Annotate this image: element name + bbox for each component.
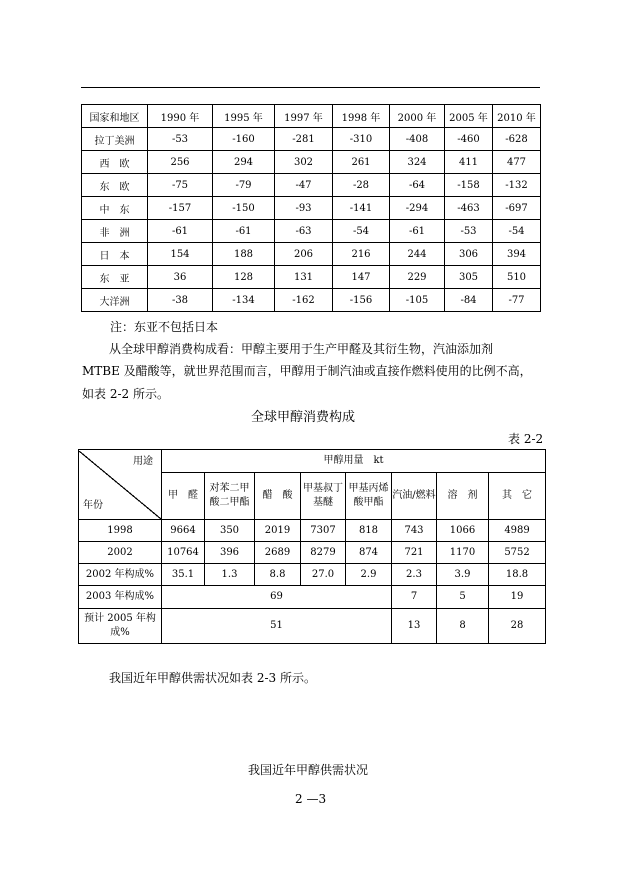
- row-label: 预计 2005 年构成%: [79, 609, 162, 644]
- value-cell: 131: [275, 266, 333, 289]
- value-cell: -134: [213, 289, 275, 312]
- table-row: [82, 174, 541, 197]
- value-cell: -105: [390, 289, 445, 312]
- value-cell: 306: [445, 243, 493, 266]
- value-cell: -54: [493, 220, 541, 243]
- value-cell: 2.9: [346, 564, 392, 586]
- value-cell: 818: [346, 520, 392, 542]
- value-cell: 18.8: [489, 564, 546, 586]
- value-cell: 27.0: [301, 564, 346, 586]
- region-cell: 大洋洲: [82, 289, 148, 312]
- value-cell: 394: [493, 243, 541, 266]
- corner-header: [79, 450, 162, 520]
- value-cell: -150: [213, 197, 275, 220]
- column-header: 溶 剂: [437, 473, 489, 520]
- column-header: 国家和地区: [82, 105, 148, 128]
- value-cell: 2019: [255, 520, 301, 542]
- value-cell: 36: [148, 266, 213, 289]
- value-cell: 256: [148, 151, 213, 174]
- value-cell: 154: [148, 243, 213, 266]
- value-cell: 411: [445, 151, 493, 174]
- paragraph-line: 如表 2-2 所示。: [82, 387, 169, 401]
- value-cell: -84: [445, 289, 493, 312]
- column-header: 1997 年: [275, 105, 333, 128]
- row-label: 2002: [79, 542, 162, 564]
- value-cell: 216: [333, 243, 390, 266]
- table-caption: 全球甲醇消费构成: [251, 410, 356, 425]
- value-cell: -61: [390, 220, 445, 243]
- value-cell: 2.3: [392, 564, 437, 586]
- value-cell: 324: [390, 151, 445, 174]
- value-cell: -75: [148, 174, 213, 197]
- paragraph-line: 从全球甲醇消费构成看：甲醇主要用于生产甲醛及其衍生物，汽油添加剂: [109, 342, 494, 356]
- column-header: 2000 年: [390, 105, 445, 128]
- value-cell: 294: [213, 151, 275, 174]
- column-header: 1998 年: [333, 105, 390, 128]
- value-cell: 147: [333, 266, 390, 289]
- value-cell: 229: [390, 266, 445, 289]
- column-header: 甲基丙烯酸甲酯: [346, 473, 392, 520]
- value-cell: 721: [392, 542, 437, 564]
- value-cell: -61: [148, 220, 213, 243]
- region-cell: 中 东: [82, 197, 148, 220]
- value-cell: -28: [333, 174, 390, 197]
- value-cell: 10764: [162, 542, 205, 564]
- region-cell: 西 欧: [82, 151, 148, 174]
- value-cell: 396: [205, 542, 255, 564]
- header-rule: [81, 87, 540, 88]
- table-header-row: [79, 450, 546, 473]
- value-cell: 3.9: [437, 564, 489, 586]
- value-cell: 261: [333, 151, 390, 174]
- value-cell: 4989: [489, 520, 546, 542]
- value-cell: -310: [333, 128, 390, 151]
- value-cell: 302: [275, 151, 333, 174]
- row-label: 2003 年构成%: [79, 586, 162, 609]
- value-cell: 350: [205, 520, 255, 542]
- methanol-trade-table: [81, 104, 541, 312]
- region-cell: 东 亚: [82, 266, 148, 289]
- table-row: [82, 266, 541, 289]
- column-header: 汽油/燃料: [392, 473, 437, 520]
- value-cell: -157: [148, 197, 213, 220]
- page-number: 2 —3: [295, 792, 327, 806]
- value-cell: -38: [148, 289, 213, 312]
- value-cell: 8279: [301, 542, 346, 564]
- value-cell: 206: [275, 243, 333, 266]
- value-cell: 5: [437, 586, 489, 609]
- value-cell: -63: [275, 220, 333, 243]
- table-row: [82, 197, 541, 220]
- value-cell: -64: [390, 174, 445, 197]
- table-row: [79, 564, 546, 586]
- region-cell: 拉丁美洲: [82, 128, 148, 151]
- value-cell: 8: [437, 609, 489, 644]
- table-number: 表 2-2: [508, 432, 544, 446]
- column-header: 甲 醛: [162, 473, 205, 520]
- value-cell: -61: [213, 220, 275, 243]
- methanol-consumption-table: [78, 449, 546, 644]
- value-cell: 244: [390, 243, 445, 266]
- value-cell: 5752: [489, 542, 546, 564]
- paragraph-line: 我国近年甲醇供需状况如表 2-3 所示。: [109, 671, 316, 685]
- table-row: [79, 542, 546, 564]
- value-cell: -697: [493, 197, 541, 220]
- column-header: 1990 年: [148, 105, 213, 128]
- value-cell: -53: [148, 128, 213, 151]
- value-cell: -156: [333, 289, 390, 312]
- value-cell: 1.3: [205, 564, 255, 586]
- row-label: 2002 年构成%: [79, 564, 162, 586]
- value-cell: -408: [390, 128, 445, 151]
- value-cell: 7: [392, 586, 437, 609]
- table-header-row: [82, 105, 541, 128]
- table-row: [82, 243, 541, 266]
- value-cell: -93: [275, 197, 333, 220]
- table-row: [82, 128, 541, 151]
- value-cell: 9664: [162, 520, 205, 542]
- region-cell: 非 洲: [82, 220, 148, 243]
- table-row: [82, 151, 541, 174]
- table-caption: 我国近年甲醇供需状况: [248, 763, 369, 777]
- value-cell: 1170: [437, 542, 489, 564]
- value-cell: 874: [346, 542, 392, 564]
- value-cell: 2689: [255, 542, 301, 564]
- value-cell: -77: [493, 289, 541, 312]
- value-cell: -463: [445, 197, 493, 220]
- column-header: 对苯二甲酸二甲酯: [205, 473, 255, 520]
- value-cell: -160: [213, 128, 275, 151]
- table-row: [79, 520, 546, 542]
- column-header: 醋 酸: [255, 473, 301, 520]
- value-cell: 477: [493, 151, 541, 174]
- value-cell: -281: [275, 128, 333, 151]
- combined-value-cell: 69: [162, 586, 392, 609]
- combined-value-cell: 51: [162, 609, 392, 644]
- column-header: 其 它: [489, 473, 546, 520]
- table-note: 注：东亚不包括日本: [110, 320, 219, 334]
- column-header: 2005 年: [445, 105, 493, 128]
- value-cell: 35.1: [162, 564, 205, 586]
- value-cell: -47: [275, 174, 333, 197]
- corner-bottom-label: 年份: [83, 499, 103, 511]
- value-cell: -54: [333, 220, 390, 243]
- table-row: [79, 609, 546, 644]
- table-row: [79, 586, 546, 609]
- group-header: 甲醇用量 kt: [162, 450, 546, 473]
- value-cell: -141: [333, 197, 390, 220]
- value-cell: -132: [493, 174, 541, 197]
- value-cell: 8.8: [255, 564, 301, 586]
- value-cell: 305: [445, 266, 493, 289]
- value-cell: 1066: [437, 520, 489, 542]
- table-row: [82, 289, 541, 312]
- column-header: 1995 年: [213, 105, 275, 128]
- value-cell: -158: [445, 174, 493, 197]
- value-cell: -162: [275, 289, 333, 312]
- value-cell: 7307: [301, 520, 346, 542]
- value-cell: -79: [213, 174, 275, 197]
- row-label: 1998: [79, 520, 162, 542]
- column-header: 甲基叔丁基醚: [301, 473, 346, 520]
- value-cell: -294: [390, 197, 445, 220]
- value-cell: 13: [392, 609, 437, 644]
- paragraph-line: MTBE 及醋酸等，就世界范围而言，甲醇用于制汽油或直接作燃料使用的比例不高，: [82, 364, 532, 378]
- table-row: [82, 220, 541, 243]
- corner-top-label: 用途: [133, 455, 153, 467]
- value-cell: 510: [493, 266, 541, 289]
- value-cell: 128: [213, 266, 275, 289]
- value-cell: 188: [213, 243, 275, 266]
- value-cell: 743: [392, 520, 437, 542]
- value-cell: -460: [445, 128, 493, 151]
- region-cell: 东 欧: [82, 174, 148, 197]
- region-cell: 日 本: [82, 243, 148, 266]
- column-header: 2010 年: [493, 105, 541, 128]
- value-cell: 19: [489, 586, 546, 609]
- value-cell: -53: [445, 220, 493, 243]
- value-cell: 28: [489, 609, 546, 644]
- value-cell: -628: [493, 128, 541, 151]
